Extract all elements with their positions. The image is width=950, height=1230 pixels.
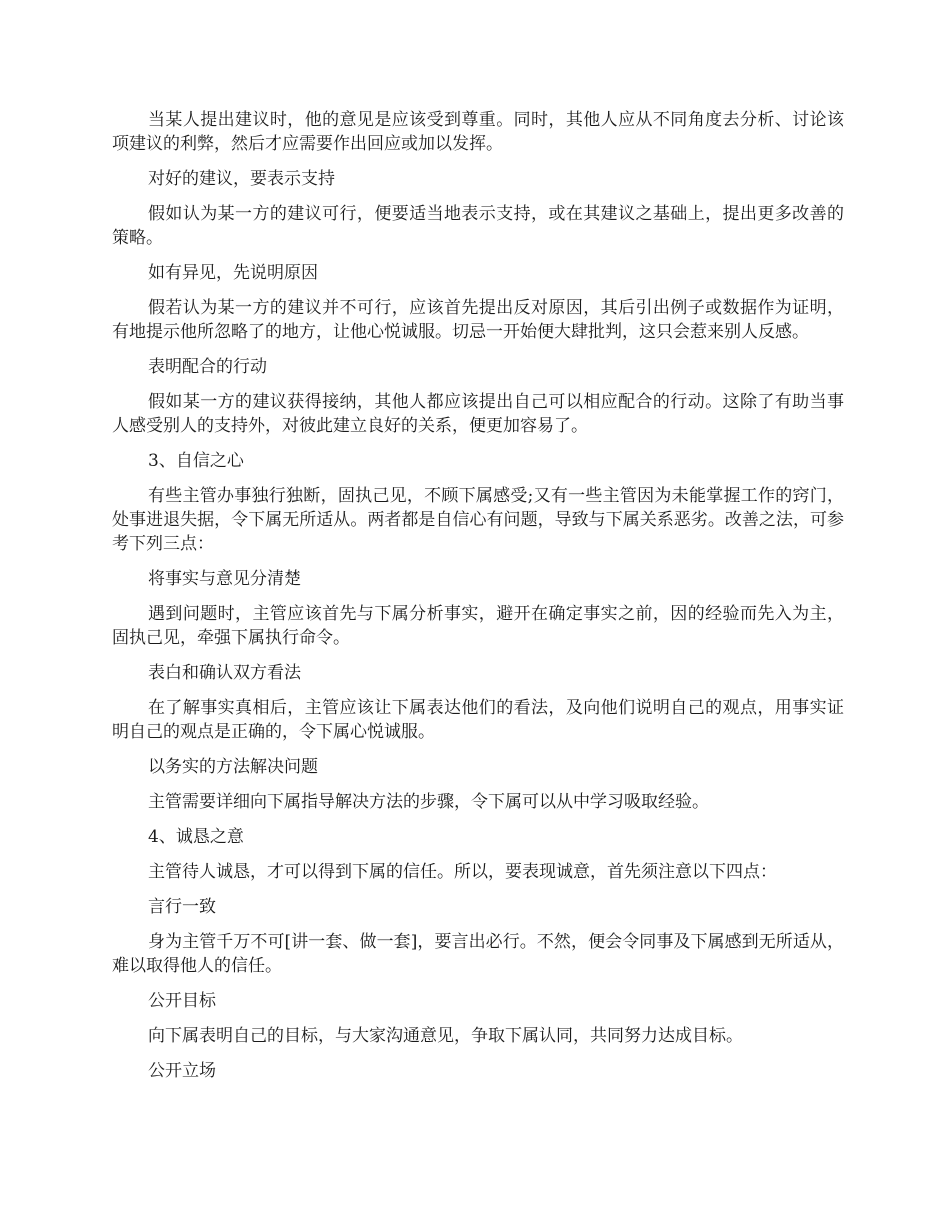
paragraph: 假如认为某一方的建议可行，便要适当地表示支持，或在其建议之基础上，提出更多改善的策略。 <box>112 204 844 248</box>
paragraph: 有些主管办事独行独断，固执己见，不顾下属感受;又有一些主管因为未能掌握工作的窍门，处事进退失据，令下属无所适从。两者都是自信心有问题，导致与下属关系恶劣。改善之法，可参考下列三点： <box>112 486 844 554</box>
section-heading: 以务实的方法解决问题 <box>148 757 318 777</box>
paragraph: 身为主管千万不可[讲一套、做一套]，要言出必行。不然，便会令同事及下属感到无所适从，难以取得他人的信任。 <box>112 932 844 976</box>
document-page <box>112 108 844 1094</box>
section-heading: 表白和确认双方看法 <box>148 663 301 683</box>
section-heading: 公开立场 <box>148 1061 216 1081</box>
paragraph: 在了解事实真相后，主管应该让下属表达他们的看法，及向他们说明自己的观点，用事实证明自己的观点是正确的，令下属心悦诚服。 <box>112 698 844 742</box>
paragraph: 主管待人诚恳，才可以得到下属的信任。所以，要表现诚意，首先须注意以下四点： <box>148 862 777 882</box>
section-heading: 公开目标 <box>148 991 216 1011</box>
paragraph: 假如某一方的建议获得接纳，其他人都应该提出自己可以相应配合的行动。这除了有助当事人感受别人的支持外，对彼此建立良好的关系，便更加容易了。 <box>112 392 844 436</box>
section-heading: 将事实与意见分清楚 <box>148 569 301 589</box>
section-heading: 如有异见，先说明原因 <box>148 263 318 283</box>
section-heading: 言行一致 <box>148 897 216 917</box>
section-heading: 表明配合的行动 <box>148 357 267 377</box>
section-heading: 3、自信之心 <box>148 451 244 471</box>
section-heading: 对好的建议，要表示支持 <box>148 169 335 189</box>
paragraph: 向下属表明自己的目标，与大家沟通意见，争取下属认同，共同努力达成目标。 <box>148 1026 743 1046</box>
section-heading: 4、诚恳之意 <box>148 827 244 847</box>
paragraph: 当某人提出建议时，他的意见是应该受到尊重。同时，其他人应从不同角度去分析、讨论该项建议的利弊，然后才应需要作出回应或加以发挥。 <box>112 110 844 154</box>
paragraph: 遇到问题时，主管应该首先与下属分析事实，避开在确定事实之前，因的经验而先入为主，固执己见，牵强下属执行命令。 <box>112 604 844 648</box>
paragraph: 假若认为某一方的建议并不可行，应该首先提出反对原因，其后引出例子或数据作为证明，有地提示他所忽略了的地方，让他心悦诚服。切忌一开始便大肆批判，这只会惹来别人反感。 <box>112 298 844 342</box>
paragraph: 主管需要详细向下属指导解决方法的步骤，令下属可以从中学习吸取经验。 <box>148 792 709 812</box>
